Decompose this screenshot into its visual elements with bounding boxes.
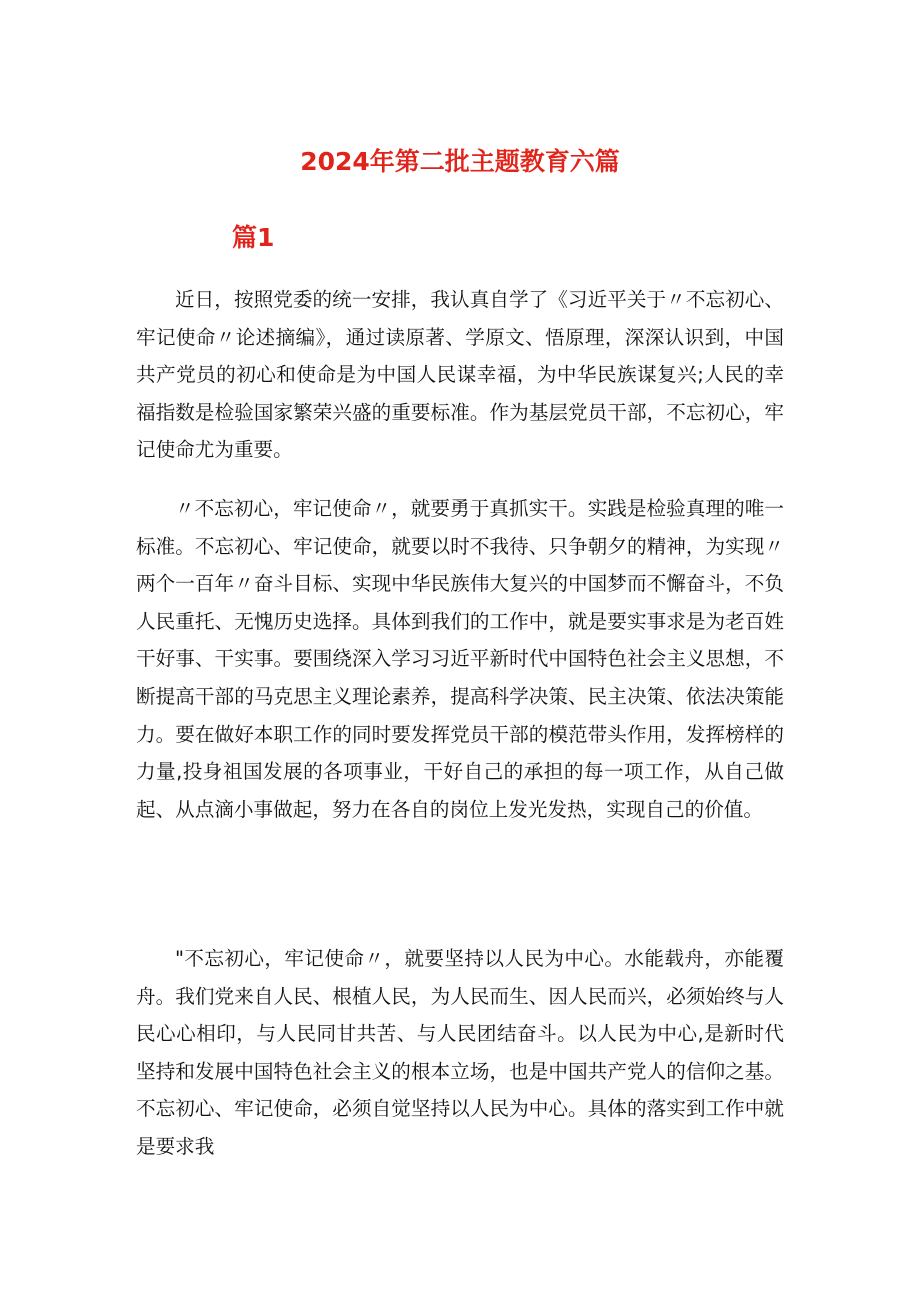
section-heading: 篇1 <box>232 223 275 252</box>
body-paragraph-1: 近日，按照党委的统一安排，我认真自学了《习近平关于〃不忘初心、牢记使命〃论述摘编》，通过读原著、学原文、悟原理，深深认识到，中国共产党员的初心和使命是为中国人民谋幸福，为中华民族谋复兴;人民的幸福指数是检验国家繁荣兴盛的重要标准。作为基层党员干部，不忘初心，牢记使命尤为重要。 <box>136 288 784 462</box>
body-paragraph-2: 〃不忘初心，牢记使命〃，就要勇于真抓实干。实践是检验真理的唯一标准。不忘初心、牢记使命，就要以时不我待、只争朝夕的精神，为实现〃两个一百年〃奋斗目标、实现中华民族伟大复兴的中国梦而不懈奋斗，不负人民重托、无愧历史选择。具体到我们的工作中，就是要实事求是为老百姓干好事、干实事。要围绕深入学习习近平新时代中国特色社会主义思想，不断提高干部的马克思主义理论素养，提高科学决策、民主决策、依法决策能力。要在做好本职工作的同时要发挥党员干部的模范带头作用，发挥榜样的力量,投身祖国发展的各项事业，干好自己的承担的每一项工作，从自己做起、从点滴小事做起，努力在各自的岗位上发光发热，实现自己的价值。 <box>136 497 784 821</box>
body-paragraph-3: "不忘初心，牢记使命〃，就要坚持以人民为中心。水能载舟，亦能覆舟。我们党来自人民、根植人民，为人民而生、因人民而兴，必须始终与人民心心相印，与人民同甘共苦、与人民团结奋斗。以人民为中心,是新时代坚持和发展中国特色社会主义的根本立场，也是中国共产党人的信仰之基。不忘初心、牢记使命，必须自觉坚持以人民为中心。具体的落实到工作中就是要求我 <box>136 947 784 1158</box>
document-title: 2024年第二批主题教育六篇 <box>300 147 620 176</box>
